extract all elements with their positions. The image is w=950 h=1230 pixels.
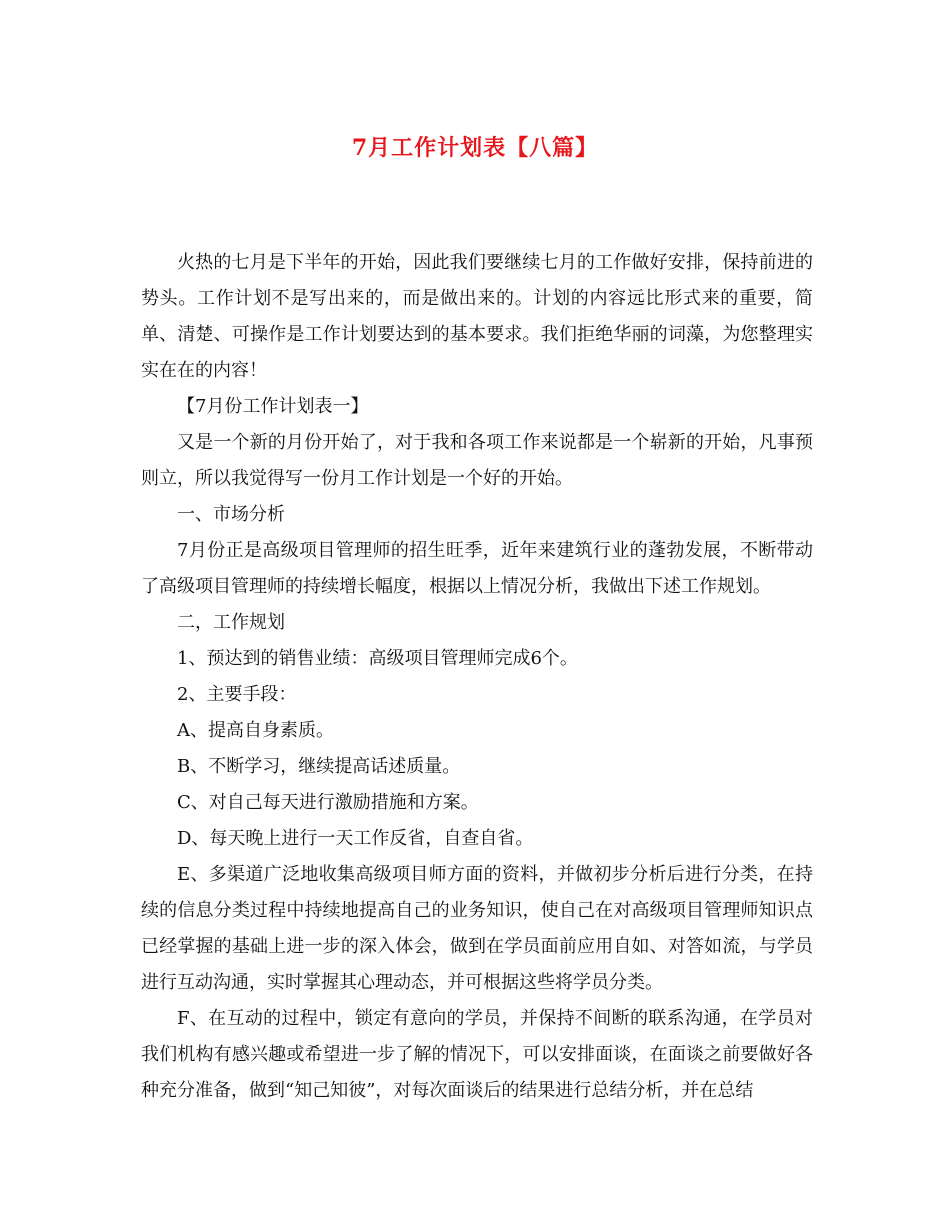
- list-item: C、对自己每天进行激励措施和方案。: [177, 792, 479, 813]
- list-item: 1、预达到的销售业绩：高级项目管理师完成6个。: [177, 648, 578, 669]
- intro-paragraph: 火热的七月是下半年的开始，因此我们要继续七月的工作做好安排，保持前进的势头。工作计划不是写出来的，而是做出来的。计划的内容远比形式来的重要，简单、清楚、可操作是工作计划要达到的基本要求。我们拒绝华丽的词藻，为您整理实实在在的内容！: [141, 252, 813, 381]
- list-item: A、提高自身素质。: [177, 720, 334, 741]
- document-body: [141, 245, 813, 1109]
- body-paragraph: 7月份正是高级项目管理师的招生旺季，近年来建筑行业的蓬勃发展，不断带动了高级项目管理师的持续增长幅度，根据以上情况分析，我做出下述工作规划。: [141, 540, 813, 597]
- section-heading: 一、市场分析: [177, 504, 285, 525]
- section-heading: 二，工作规划: [177, 612, 285, 633]
- list-item: B、不断学习，继续提高话述质量。: [177, 756, 461, 777]
- list-item: 2、主要手段：: [177, 684, 297, 705]
- list-item: D、每天晚上进行一天工作反省，自查自省。: [177, 828, 534, 849]
- document-title: 7月工作计划表【八篇】: [351, 135, 599, 161]
- body-paragraph: 又是一个新的月份开始了，对于我和各项工作来说都是一个崭新的开始，凡事预则立，所以我觉得写一份月工作计划是一个好的开始。: [141, 432, 813, 489]
- list-item: E、多渠道广泛地收集高级项目师方面的资料，并做初步分析后进行分类，在持续的信息分类过程中持续地提高自己的业务知识，使自己在对高级项目管理师知识点已经掌握的基础上进一步的深入体会，做到在学员面前应用自如、对答如流，与学员进行互动沟通，实时掌握其心理动态，并可根据这些将学员分类。: [141, 864, 813, 993]
- list-item: F、在互动的过程中，锁定有意向的学员，并保持不间断的联系沟通，在学员对我们机构有感兴趣或希望进一步了解的情况下，可以安排面谈，在面谈之前要做好各种充分准备，做到“知己知彼”，对每次面谈后的结果进行总结分析，并在总结: [141, 1008, 813, 1101]
- section-heading: 【7月份工作计划表一】: [177, 396, 369, 417]
